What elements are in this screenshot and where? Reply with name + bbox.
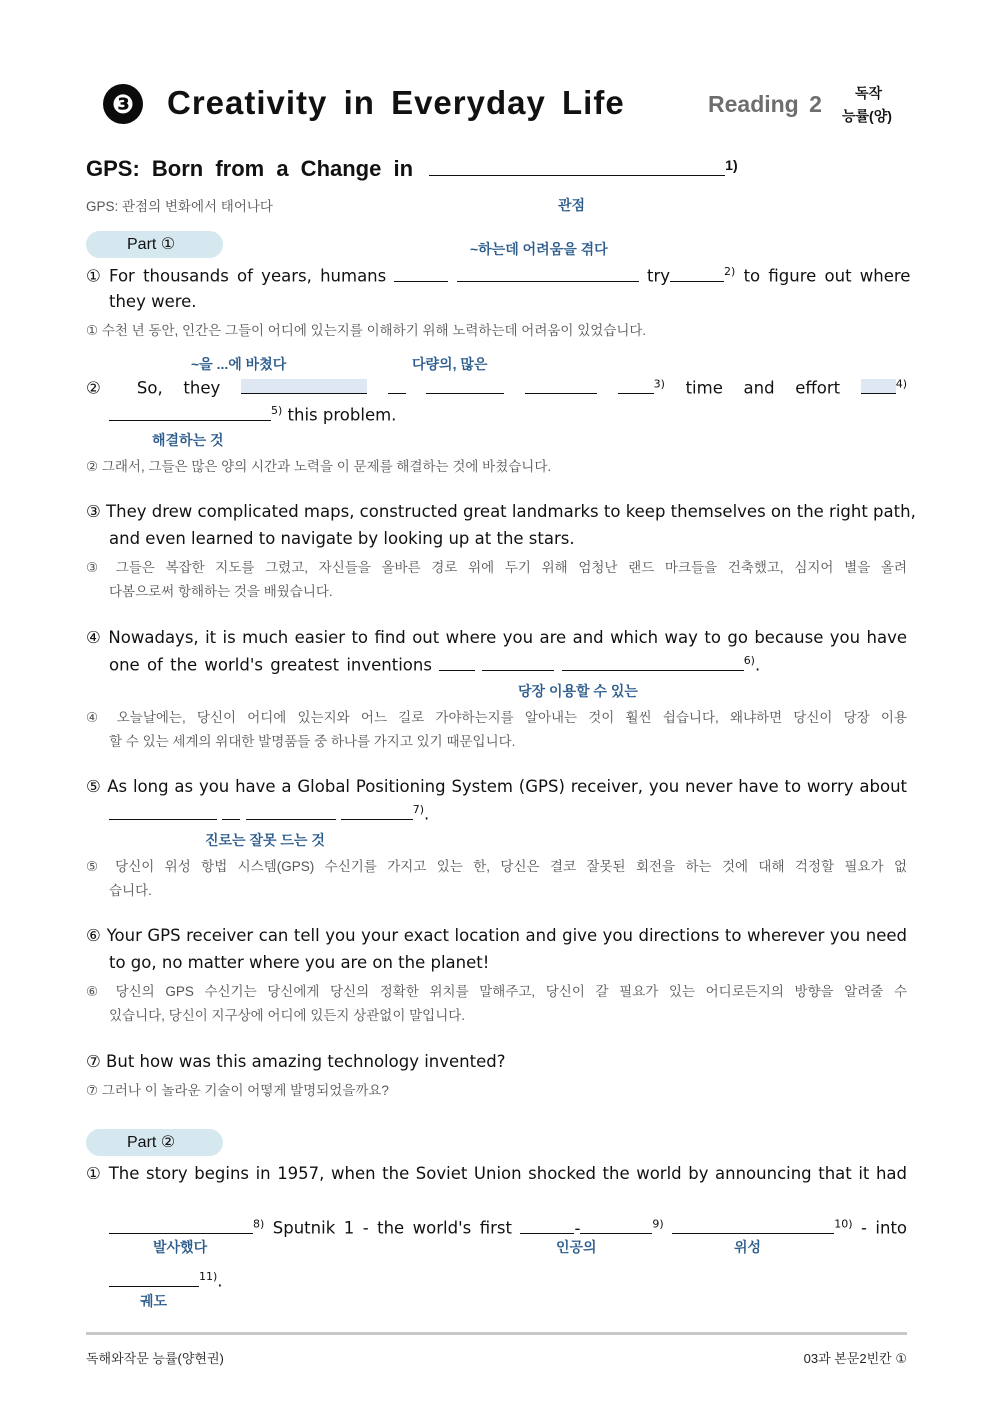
p2-sentence-1-line-1 (86, 1164, 907, 1183)
sentence-number: ⑤ (86, 777, 102, 796)
sentence-text: to figure out where (743, 266, 911, 286)
blank-number-1: 1) (725, 157, 738, 173)
sentence-text: effort (795, 378, 841, 398)
sentence-text: they (183, 378, 221, 398)
hyphen: - (574, 1218, 581, 1238)
blank-2c[interactable] (670, 269, 724, 282)
blank-5[interactable] (109, 408, 271, 421)
blank-11[interactable] (109, 1274, 199, 1287)
blank-number-5: 5) (271, 404, 283, 417)
p1-sentence-5-korean-2: 습니다. (109, 883, 152, 898)
p1-sentence-4-korean-2: 할 수 있는 세계의 위대한 발명품들 중 하나를 가지고 있기 때문입니다. (109, 734, 516, 749)
footer-book-title: 독해와작문 능률(양현권) (86, 1351, 224, 1366)
hint-11: 궤도 (140, 1293, 168, 1309)
sentence-text: time (685, 378, 723, 398)
hint-2: ~하는데 어려움을 겪다 (470, 241, 608, 257)
blank-8[interactable] (109, 1221, 253, 1234)
sentence-end: . (424, 804, 430, 824)
blank-6c[interactable] (562, 658, 744, 671)
part-2-label: Part ② (86, 1129, 223, 1156)
p1-sentence-1-line-1 (86, 265, 911, 286)
hint-6: 당장 이용할 수 있는 (518, 683, 638, 699)
p1-sentence-6-line-2: to go, no matter where you are on the planet! (109, 953, 490, 972)
hint-4: 다량의, 많은 (412, 356, 488, 372)
hint-3: ~을 ...에 바쳤다 (191, 356, 287, 372)
sentence-text: The story begins in 1957, when the Soviet Union shocked the world by announcing that it had (108, 1164, 907, 1183)
sentence-end: . (217, 1271, 223, 1291)
sentence-text: try (646, 266, 671, 286)
passage-title-korean: GPS: 관점의 변화에서 태어나다 (86, 199, 273, 214)
sentence-text: - into (860, 1218, 908, 1238)
p1-sentence-4-line-1 (86, 628, 907, 647)
sentence-text: But how was this amazing technology invented? (106, 1052, 506, 1071)
sentence-number: ② (86, 378, 117, 398)
blank-3b[interactable] (388, 381, 406, 394)
sentence-text: one of the world's greatest inventions (109, 655, 432, 675)
footer-divider (86, 1332, 907, 1335)
textbook-tag-line1: 독작 (855, 85, 883, 101)
blank-1[interactable] (429, 163, 725, 176)
blank-6a[interactable] (439, 658, 475, 671)
blank-7d[interactable] (341, 807, 413, 820)
sentence-text: For thousands of years, humans (109, 266, 387, 286)
footer-page-label: 03과 본문2빈칸 ① (803, 1351, 907, 1366)
p1-sentence-3-korean-1: ③ 그들은 복잡한 지도를 그렸고, 자신들을 올바른 경로 위에 두기 위해 엄청난 랜드 마크들을 건축했고, 심지어 별을 올려 (86, 560, 907, 575)
sentence-number: ⑦ (86, 1052, 101, 1071)
hint-10: 위성 (734, 1239, 762, 1255)
hint-8: 발사했다 (153, 1239, 208, 1255)
blank-6b[interactable] (482, 658, 554, 671)
p1-sentence-6-korean-2: 있습니다, 당신이 지구상에 어디에 있든지 상관없이 말입니다. (109, 1008, 466, 1023)
blank-2b[interactable] (457, 269, 639, 282)
hint-1: 관점 (558, 197, 586, 213)
p1-sentence-3-korean-2: 다봄으로써 항해하는 것을 배웠습니다. (109, 584, 333, 599)
sentence-text: and (743, 378, 775, 398)
sentence-number: ① (86, 1164, 103, 1183)
blank-7c[interactable] (246, 807, 336, 820)
blank-7b[interactable] (222, 807, 240, 820)
p1-sentence-5-korean-1: ⑤ 당신이 위성 항법 시스템(GPS) 수신기를 가지고 있는 한, 당신은 결코 잘못된 회전을 하는 것에 대해 걱정할 필요가 없 (86, 859, 907, 874)
p1-sentence-5-line-2 (109, 803, 429, 824)
textbook-tag-line2: 능률(양) (842, 108, 892, 124)
sentence-text: As long as you have a Global Positioning System (GPS) receiver, you never have to worry about (107, 777, 907, 796)
reading-label: Reading 2 (708, 91, 822, 117)
p1-sentence-1-korean: ① 수천 년 동안, 인간은 그들이 어디에 있는지를 이해하기 위해 노력하는데 어려움이 있었습니다. (86, 323, 647, 338)
p1-sentence-4-line-2 (109, 654, 760, 675)
blank-number-6: 6) (743, 654, 755, 667)
p1-sentence-5-line-1 (86, 777, 907, 796)
p1-sentence-7-korean: ⑦ 그러나 이 놀라운 기술이 어떻게 발명되었을까요? (86, 1083, 389, 1098)
sentence-text: They drew complicated maps, constructed great landmarks to keep themselves on the right path, (106, 502, 916, 521)
blank-3d[interactable] (525, 381, 597, 394)
sentence-number: ⑥ (86, 926, 102, 945)
hint-5: 해결하는 것 (152, 432, 224, 448)
p1-sentence-7-line-1 (86, 1052, 505, 1071)
blank-number-2: 2) (724, 265, 736, 278)
p2-sentence-1-line-2 (109, 1217, 907, 1238)
blank-number-9: 9) (652, 1217, 664, 1230)
sentence-number: ④ (86, 628, 102, 647)
sentence-number: ③ (86, 502, 101, 521)
p1-sentence-6-line-1 (86, 926, 907, 945)
hint-7: 진로는 잘못 드는 것 (205, 832, 325, 848)
p1-sentence-6-korean-1: ⑥ 당신의 GPS 수신기는 당신에게 당신의 정확한 위치를 말해주고, 당신이 갈 필요가 있는 어디로든지의 방향을 알려줄 수 (86, 984, 907, 999)
hint-9: 인공의 (556, 1239, 597, 1255)
blank-number-11: 11) (199, 1270, 218, 1283)
passage-title-text: GPS: Born from a Change in (86, 156, 414, 181)
blank-number-7: 7) (412, 803, 425, 816)
blank-3a[interactable] (241, 379, 367, 394)
sentence-text: Nowadays, it is much easier to find out where you are and which way to go because you have (108, 628, 907, 647)
sentence-number: ① (86, 266, 101, 286)
p1-sentence-3-line-2: and even learned to navigate by looking up at the stars. (109, 529, 575, 548)
blank-9a[interactable] (520, 1221, 574, 1234)
blank-3e[interactable] (618, 381, 654, 394)
blank-number-3: 3) (653, 377, 665, 390)
passage-title (86, 156, 738, 182)
lesson-title: Creativity in Everyday Life (167, 84, 625, 121)
blank-7a[interactable] (109, 807, 217, 820)
lesson-number-badge: ❸ (103, 84, 143, 124)
p1-sentence-2-line-1 (86, 377, 907, 398)
p1-sentence-1-line-2: they were. (109, 292, 197, 311)
p1-sentence-4-korean-1: ④ 오늘날에는, 당신이 어디에 있는지와 어느 길로 가야하는지를 알아내는 것이 훨씬 쉽습니다, 왜냐하면 당신이 당장 이용 (86, 710, 907, 725)
p1-sentence-3-line-1 (86, 502, 916, 521)
blank-9b[interactable] (580, 1221, 652, 1234)
blank-number-8: 8) (253, 1217, 265, 1230)
sentence-text: Your GPS receiver can tell you your exact location and give you directions to wherever you need (106, 926, 908, 945)
blank-10[interactable] (672, 1221, 834, 1234)
sentence-text: Sputnik 1 - the world's first (272, 1218, 512, 1238)
sentence-text: this problem. (287, 405, 397, 425)
blank-number-10: 10) (834, 1217, 853, 1230)
blank-2a[interactable] (394, 269, 448, 282)
blank-3c[interactable] (426, 381, 504, 394)
blank-number-4: 4) (895, 377, 908, 390)
p1-sentence-2-line-2 (109, 404, 396, 425)
part-1-label: Part ① (86, 231, 223, 258)
blank-4[interactable] (861, 379, 896, 394)
p1-sentence-2-korean: ② 그래서, 그들은 많은 양의 시간과 노력을 이 문제를 해결하는 것에 바쳤습니다. (86, 459, 552, 474)
sentence-end: . (754, 655, 761, 675)
p2-sentence-1-line-3 (109, 1270, 223, 1291)
sentence-text: So, (136, 378, 163, 398)
